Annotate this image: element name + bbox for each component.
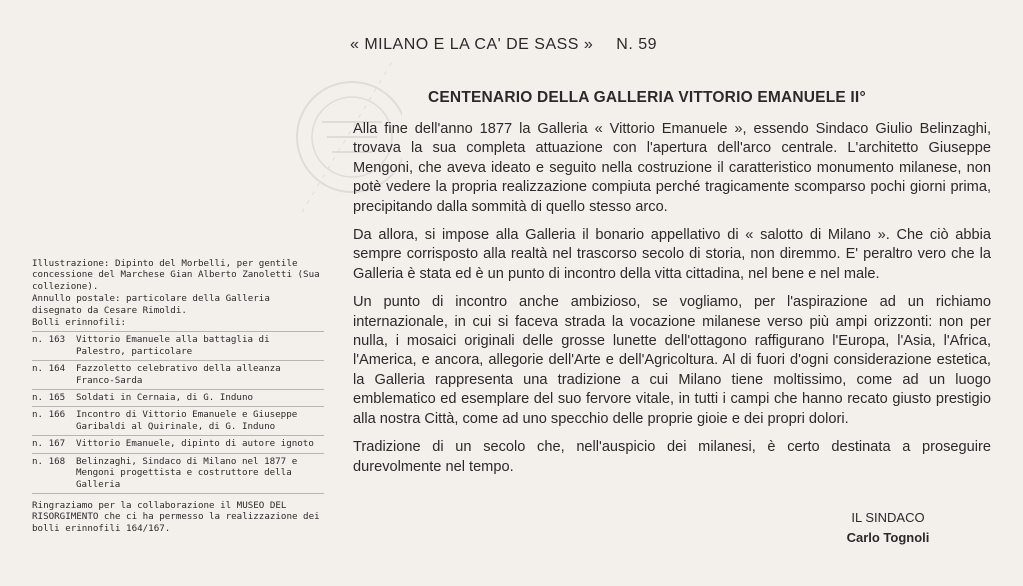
- list-item: [32, 331, 324, 360]
- stamps-list: [32, 331, 324, 493]
- stamp-number: n. 164: [32, 363, 66, 375]
- series-name: « MILANO E LA CA' DE SASS »: [350, 36, 594, 53]
- stamps-heading: Bolli erinnofili:: [32, 317, 127, 329]
- credits-sidebar: [32, 258, 324, 534]
- signature-name: Carlo Tognoli: [846, 530, 930, 545]
- stamp-description: Belinzaghi, Sindaco di Milano nel 1877 e Mengoni progettista e costruttore della Galleria: [76, 455, 298, 490]
- acknowledgement: Ringraziamo per la collaborazione il MUSEO DEL RISORGIMENTO che ci ha permesso la realizzazione dei bolli erinnofili 164/167.: [32, 499, 320, 534]
- illustration-credit: Illustrazione: Dipinto del Morbelli, per gentile concessione del Marchese Gian Alberto Zanoletti (Sua collezione).: [32, 258, 320, 292]
- stamp-number: n. 168: [32, 455, 66, 467]
- list-item: [32, 389, 324, 406]
- signature-role: IL SINDACO: [851, 510, 925, 525]
- stamp-description: Soldati in Cernaia, di G. Induno: [76, 392, 254, 404]
- stamp-number: n. 163: [32, 334, 66, 346]
- list-item: [32, 360, 324, 389]
- series-number: N. 59: [616, 36, 658, 53]
- stamp-description: Vittorio Emanuele alla battaglia di Palestro, particolare: [76, 334, 270, 357]
- stamp-number: n. 165: [32, 392, 66, 404]
- stamp-description: Incontro di Vittorio Emanuele e Giuseppe Garibaldi al Quirinale, di G. Induno: [76, 409, 298, 432]
- article-title: CENTENARIO DELLA GALLERIA VITTORIO EMANUELE II°: [428, 89, 866, 106]
- list-item: [32, 453, 324, 494]
- paragraph: Un punto di incontro anche ambizioso, se vogliamo, per l'aspirazione ad un richiamo internazionale, in cui si faceva strada la vocazione milanese verso più ampi orizzonti: non per nulla, i mosaici originali delle grosse lunette dell'ottagono raffigurano l'Europa, l'Asia, l'Africa, l'America, e ancora, allegorie dell'Arte e dell'Agricoltura. Al di fuori d'ogni considerazione estetica, la Galleria rappresenta una tradizione a cui Milano tiene moltissimo, come ad un luogo emblematico ed esemplare del suo fervore vitale, in tutti i campi che hanno recato giusto prestigio alla nostra Città, come ad uno specchio delle proprie gioie e dei propri dolori.: [353, 294, 991, 427]
- stamp-number: n. 167: [32, 438, 66, 450]
- signature-block: [828, 508, 948, 548]
- list-item: [32, 435, 324, 452]
- postmark-credit: Annullo postale: particolare della Galleria disegnato da Cesare Rimoldi.: [32, 293, 270, 316]
- article-body: [353, 120, 991, 486]
- paragraph: Alla fine dell'anno 1877 la Galleria « Vittorio Emanuele », essendo Sindaco Giulio Belinzaghi, trovava la sua completa attuazione con l'apertura dell'arco centrale. L'architetto Giuseppe Mengoni, che aveva ideato e seguito nella costruzione il caratteristico monumento milanese, non potè vedere la propria realizzazione compiuta perché tragicamente scomparso pochi giorni prima, precipitando dalla sommità di quello stesso arco.: [353, 121, 991, 215]
- paragraph: Tradizione di un secolo che, nell'auspicio dei milanesi, è certo destinata a proseguire durevolmente nel tempo.: [353, 439, 991, 475]
- stamp-number: n. 166: [32, 409, 66, 421]
- series-heading: [350, 36, 810, 54]
- paragraph: Da allora, si impose alla Galleria il bonario appellativo di « salotto di Milano ». Che ciò abbia sempre corrisposto alla realtà nel trascorso secolo di storia, non diremmo. E' peraltro vero che la Galleria è stata ed è un punto di incontro della vitta cittadina, nel bene e nel male.: [353, 227, 991, 282]
- stamp-description: Vittorio Emanuele, dipinto di autore ignoto: [76, 438, 314, 450]
- stamp-description: Fazzoletto celebrativo della alleanza Franco-Sarda: [76, 363, 281, 386]
- list-item: [32, 406, 324, 435]
